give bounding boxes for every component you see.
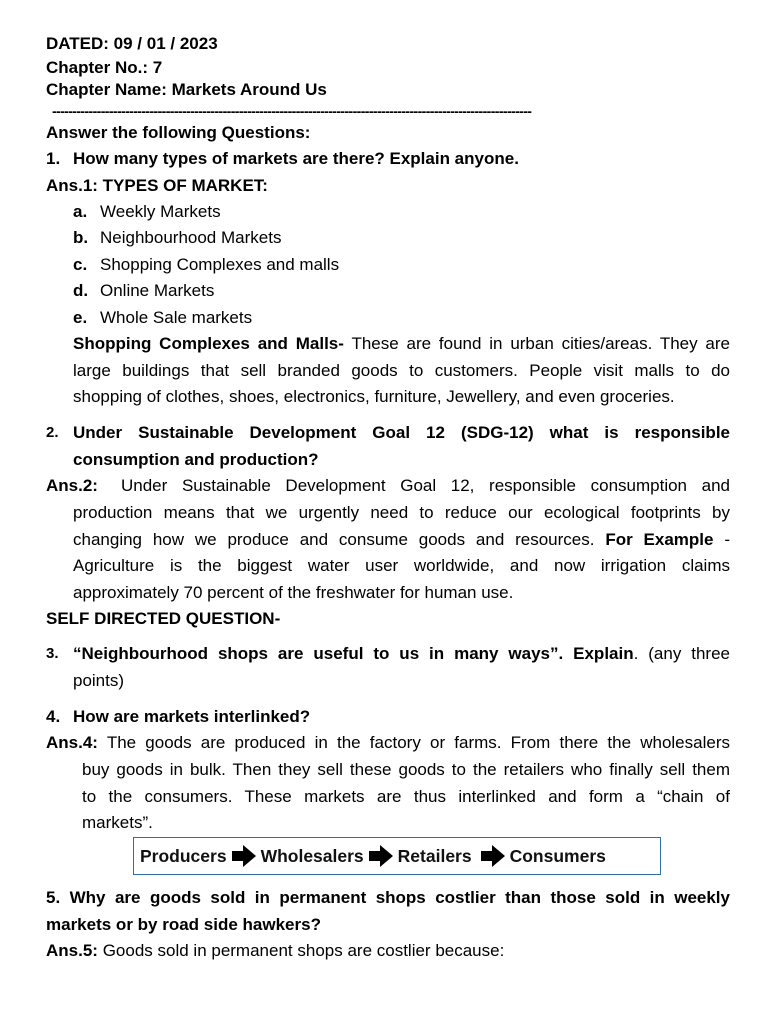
answer-label: Ans.5: [46, 941, 98, 960]
question-text: points) [73, 670, 125, 690]
question-number: 3. [46, 645, 59, 662]
chain-step-wholesalers: Wholesalers [260, 845, 364, 866]
question-2 [46, 420, 730, 473]
chain-step-consumers: Consumers [509, 845, 606, 866]
answer-label: Ans.4: [46, 733, 98, 752]
answer-text: Under Sustainable Development Goal 12, responsible consumption and [121, 476, 730, 495]
question-text: markets or by road side hawkers? [46, 914, 321, 934]
explanation-text: These are found in urban cities/areas. They are [343, 334, 731, 353]
answer-label: Ans.2: [46, 476, 98, 495]
list-item [73, 225, 281, 251]
list-item-text: Neighbourhood Markets [100, 228, 282, 247]
answer-text: changing how we produce and consume goods and resources. [73, 529, 606, 549]
question-text: How are markets interlinked? [73, 707, 311, 726]
answer-text: to the consumers. These markets are thus interlinked and form a “chain of [82, 786, 730, 806]
chain-step-producers: Producers [140, 845, 227, 866]
answer-4-body [82, 757, 730, 837]
answer-1-label: Ans.1: TYPES OF MARKET: [46, 176, 268, 195]
list-marker: a. [73, 202, 88, 221]
answer-text: approximately 70 percent of the freshwater for human use. [73, 582, 514, 602]
answer-text: - [713, 529, 730, 549]
market-chain-diagram [133, 837, 661, 875]
question-number: 4. [46, 707, 61, 726]
right-arrow-icon [231, 844, 257, 868]
date-line: DATED: 09 / 01 / 2023 [46, 34, 218, 53]
list-item [73, 199, 221, 225]
list-marker: c. [73, 255, 88, 274]
answer-4 [46, 730, 730, 757]
explanation-title: Shopping Complexes and Malls- [73, 334, 344, 353]
explanation-text: large buildings that sell branded goods to customers. People visit malls to do [73, 360, 730, 380]
answer-1-explanation [73, 331, 730, 411]
chapter-name: Chapter Name: Markets Around Us [46, 80, 327, 99]
list-marker: d. [73, 281, 89, 300]
explanation-text: shopping of clothes, shoes, electronics, furniture, Jewellery, and even groceries. [73, 387, 675, 406]
answer-2-body [73, 500, 730, 606]
answer-emphasis: For Example [605, 529, 714, 549]
question-1 [46, 146, 730, 172]
list-marker: e. [73, 308, 88, 327]
answer-text: Agriculture is the biggest water user worldwide, and now irrigation claims [73, 556, 730, 575]
instruction-heading: Answer the following Questions: [46, 123, 311, 142]
self-directed-heading: SELF DIRECTED QUESTION- [46, 609, 281, 628]
answer-text: markets”. [82, 813, 153, 832]
list-marker: b. [73, 228, 89, 247]
answer-text: production means that we urgently need to reduce our ecological footprints by [73, 503, 730, 522]
answer-text: buy goods in bulk. Then they sell these goods to the retailers who finally sell them [82, 760, 730, 779]
chain-step-retailers: Retailers [397, 845, 472, 866]
question-4 [46, 704, 730, 730]
right-arrow-icon [368, 844, 394, 868]
question-3 [46, 641, 730, 694]
list-item-text: Weekly Markets [100, 202, 221, 221]
list-item-text: Shopping Complexes and malls [100, 255, 340, 274]
answer-2 [46, 473, 730, 500]
answer-text: The goods are produced in the factory or farms. From there the wholesalers [97, 733, 730, 752]
list-item [73, 252, 339, 278]
list-item-text: Online Markets [100, 281, 215, 300]
chapter-number: Chapter No.: 7 [46, 58, 163, 77]
list-item-text: Whole Sale markets [100, 308, 253, 327]
answer-5 [46, 938, 730, 964]
right-arrow-icon [480, 844, 506, 868]
question-text: 5. Why are goods sold in permanent shops costlier than those sold in weekly [46, 888, 730, 907]
question-text: How many types of markets are there? Explain anyone. [73, 149, 519, 168]
question-5 [46, 885, 730, 938]
divider-line: ---------------------------------------------------------------------------------------------------------------------- [52, 103, 532, 119]
question-text: . (any three [633, 644, 730, 663]
question-number: 1. [46, 149, 61, 168]
list-item [73, 305, 252, 331]
question-text: consumption and production? [73, 449, 319, 469]
question-text: Under Sustainable Development Goal 12 (SDG-12) what is responsible [73, 423, 730, 442]
list-item [73, 278, 214, 304]
question-text: “Neighbourhood shops are useful to us in many ways”. Explain [73, 644, 634, 663]
question-number: 2. [46, 424, 59, 441]
answer-text: Goods sold in permanent shops are costlier because: [97, 941, 505, 960]
